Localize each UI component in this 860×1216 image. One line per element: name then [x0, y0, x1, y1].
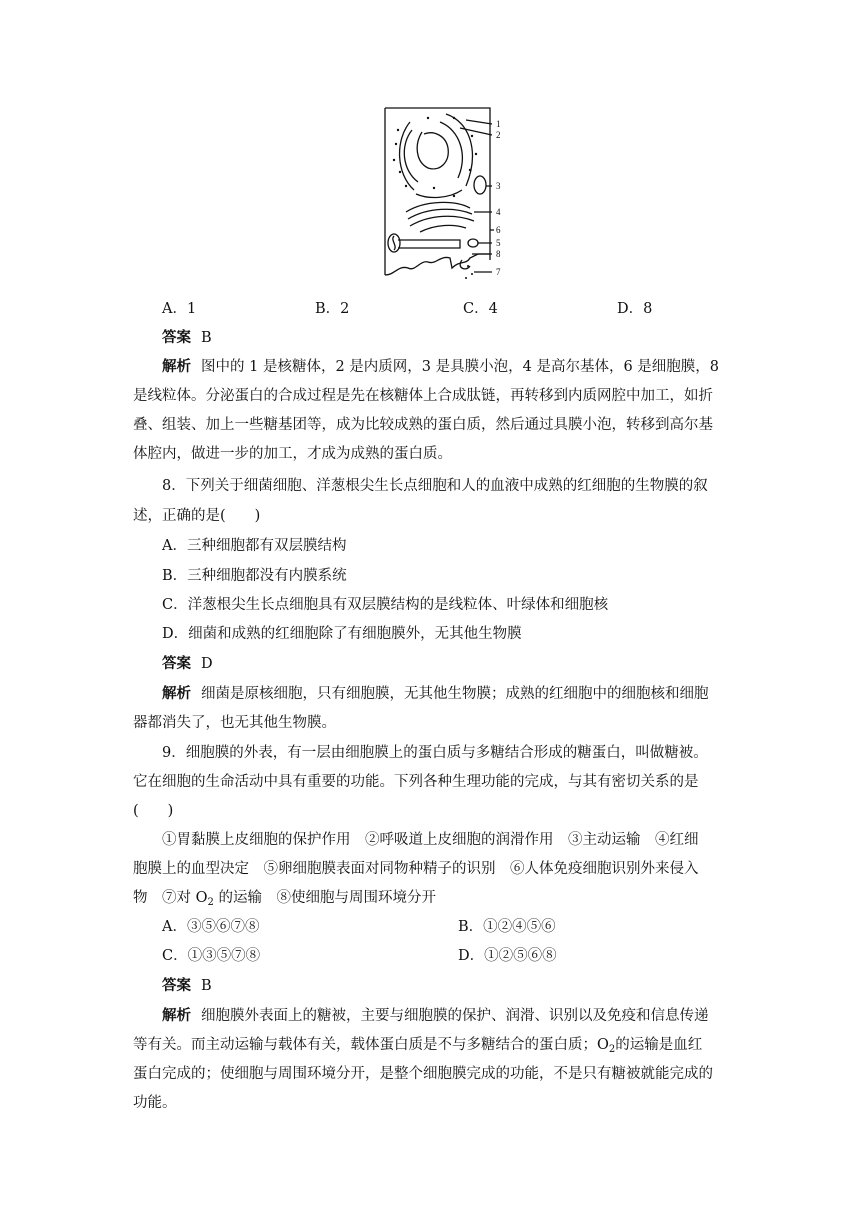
q9-option-a: A．③⑤⑥⑦⑧ — [162, 919, 260, 935]
figure-label-1: 1 — [496, 119, 501, 129]
subscript: 2 — [608, 1044, 616, 1055]
answer-value: B — [201, 330, 212, 346]
q8-answer — [162, 654, 732, 674]
answer-label: 答案 — [162, 977, 191, 994]
q8-option-c: C．洋葱根尖生长点细胞具有双层膜结构的是线粒体、叶绿体和细胞核 — [162, 597, 609, 613]
answer-label: 答案 — [162, 329, 191, 346]
q9-option-b: B．①②④⑤⑥ — [458, 919, 556, 935]
golgi-3 — [410, 216, 474, 226]
figure-label-2: 2 — [496, 130, 501, 140]
q9-option-d: D．①②⑤⑥⑧ — [458, 948, 557, 964]
golgi-4 — [420, 225, 466, 232]
analysis-label: 解析 — [162, 1007, 191, 1024]
cell-membrane — [385, 108, 490, 275]
q8-option-d: D．细菌和成熟的红细胞除了有细胞膜外，无其他生物膜 — [162, 626, 522, 642]
mitochondrion-bar — [398, 240, 460, 248]
q9-items — [133, 888, 732, 913]
analysis-label: 解析 — [162, 685, 191, 702]
analysis-label: 解析 — [162, 358, 191, 375]
analysis-text: 的运输是血红 — [615, 1037, 703, 1053]
items-text: 的运输 ⑧使细胞与周围环境分开 — [213, 890, 436, 906]
q7-answer — [162, 328, 732, 348]
cell-diagram — [370, 100, 520, 285]
q7-option-b: B．2 — [315, 301, 350, 317]
q9-stem: ( ) — [133, 803, 174, 819]
q9-stem: 它在细胞的生命活动中具有重要的功能。下列各种生理功能的完成，与其有密切关系的是 — [133, 774, 699, 790]
q9-analysis-line: 功能。 — [133, 1095, 177, 1111]
figure-label-5: 5 — [496, 238, 501, 248]
q9-analysis-line: 蛋白完成的；使细胞与周围环境分开，是整个细胞膜完成的功能，不是只有糖被就能完成的 — [133, 1066, 713, 1082]
mitochondrion-left-inner — [393, 236, 395, 250]
er-arc-2 — [440, 122, 462, 178]
figure-label-7: 7 — [496, 267, 501, 277]
q9-option-c: C．①③⑤⑦⑧ — [162, 948, 261, 964]
q7-option-c: C．4 — [463, 301, 498, 317]
vesicle-3 — [474, 176, 486, 194]
figure-label-4: 4 — [496, 207, 501, 217]
nucleus-envelope-outer — [404, 130, 418, 182]
subscript: 2 — [207, 897, 214, 908]
nucleus-envelope-inner — [417, 132, 448, 169]
answer-value: B — [201, 978, 212, 994]
q8-option-a: A．三种细胞都有双层膜结构 — [162, 538, 347, 554]
figure-label-8: 8 — [496, 249, 501, 259]
q8-stem: 述，正确的是( ) — [133, 508, 261, 524]
items-text: 物 ⑦对 O — [133, 890, 208, 906]
q8-stem: 8．下列关于细菌细胞、洋葱根尖生长点细胞和人的血液中成熟的红细胞的生物膜的叙 — [162, 478, 708, 494]
answer-label: 答案 — [162, 655, 191, 672]
leader-lines — [460, 120, 494, 272]
figure-label-6: 6 — [496, 225, 501, 235]
q7-analysis-line: 叠、组装、加上一些糖基团等，成为比较成熟的蛋白质，然后通过具膜小泡，转移到高尔基 — [133, 417, 713, 433]
q8-analysis-line — [162, 684, 732, 704]
q8-analysis-line: 器都消失了，也无其他生物膜。 — [133, 715, 336, 731]
q9-analysis-line — [133, 1035, 732, 1060]
q9-items: ①胃黏膜上皮细胞的保护作用 ②呼吸道上皮细胞的润滑作用 ③主动运输 ④红细 — [162, 832, 699, 848]
vesicle-5 — [468, 239, 478, 247]
figure-label-3: 3 — [496, 181, 501, 191]
answer-value: D — [201, 656, 213, 672]
q9-stem: 9．细胞膜的外表，有一层由细胞膜上的蛋白质与多糖结合形成的糖蛋白，叫做糖被。 — [162, 745, 708, 761]
analysis-text: 细菌是原核细胞，只有细胞膜，无其他生物膜；成熟的红细胞中的细胞核和细胞 — [201, 686, 709, 702]
q7-analysis-line: 是线粒体。分泌蛋白的合成过程是先在核糖体上合成肽链，再转移到内质网腔中加工，如折 — [133, 388, 713, 404]
q7-option-d: D．8 — [617, 301, 653, 317]
q9-answer — [162, 976, 732, 996]
q9-analysis-line — [162, 1006, 732, 1026]
q8-option-b: B．三种细胞都没有内膜系统 — [162, 568, 347, 584]
q9-items: 胞膜上的血型决定 ⑤卵细胞膜表面对同物种精子的识别 ⑥人体免疫细胞识别外来侵入 — [133, 861, 699, 877]
analysis-text: 图中的 1 是核糖体，2 是内质网，3 是具膜小泡，4 是高尔基体，6 是细胞膜，8 — [201, 359, 720, 375]
q7-option-a: A．1 — [162, 301, 197, 317]
q7-analysis-line — [162, 357, 732, 377]
analysis-text: 细胞膜外表面上的糖被，主要与细胞膜的保护、润滑、识别以及免疫和信息传递 — [201, 1008, 709, 1024]
q7-analysis-line: 体腔内，做进一步的加工，才成为成熟的蛋白质。 — [133, 446, 452, 462]
analysis-text: 等有关。而主动运输与载体有关，载体蛋白质是不与多糖结合的蛋白质；O — [133, 1037, 609, 1053]
er-arc-1 — [400, 122, 414, 190]
